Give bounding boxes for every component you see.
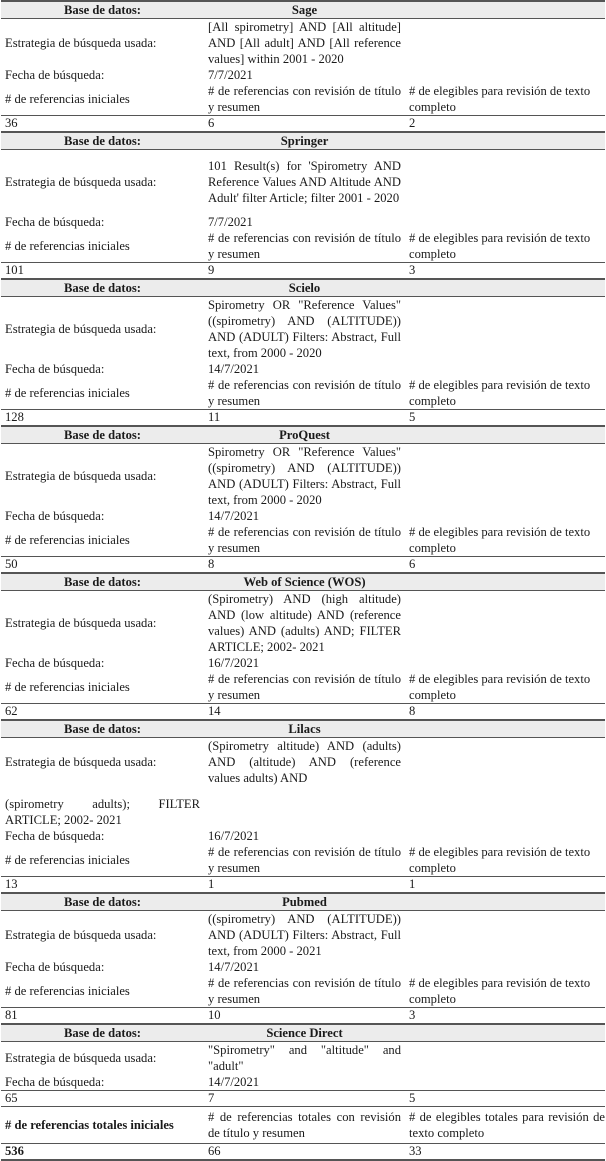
screened-refs-value: 7 [204,1091,405,1107]
date-label: Fecha de búsqueda: [5,362,105,376]
screened-refs-label: # de referencias con revisión de título y resumen [208,231,401,261]
eligible-refs-value: 3 [405,263,605,280]
database-name: Scielo [204,279,405,297]
eligible-refs-label: # de elegibles para revisión de texto completo [409,845,591,875]
screened-refs-label: # de referencias con revisión de título y resumen [208,845,401,875]
database-label: Base de datos: [1,893,204,911]
eligible-refs-label: # de elegibles para revisión de texto completo [409,672,591,702]
count-values-row [1,557,605,574]
screened-refs-value: 14 [204,704,405,721]
database-label: Base de datos: [1,720,204,738]
eligible-refs-value: 5 [405,410,605,427]
database-name: Web of Science (WOS) [204,573,405,591]
date-value: 14/7/2021 [208,960,260,974]
database-name: Sage [204,1,405,19]
date-row [1,828,605,844]
database-name: Springer [204,132,405,150]
date-label: Fecha de búsqueda: [5,960,105,974]
date-row [1,361,605,377]
eligible-refs-value: 2 [405,116,605,133]
initial-refs-label: # de referencias iniciales [5,853,130,867]
count-labels-row [1,377,605,410]
search-strategy-table [1,0,605,1161]
database-label: Base de datos: [1,1024,204,1042]
date-label: Fecha de búsqueda: [5,68,105,82]
screened-refs-label: # de referencias con revisión de título y resumen [208,378,401,408]
date-row [1,508,605,524]
total-screened-label: # de referencias totales con revisión de título y resumen [204,1107,405,1144]
eligible-refs-value: 6 [405,557,605,574]
date-value: 14/7/2021 [208,1075,260,1089]
date-label: Fecha de búsqueda: [5,829,105,843]
strategy-label: Estrategia de búsqueda usada: [5,928,157,942]
database-header-row [1,1,605,19]
database-label: Base de datos: [1,573,204,591]
database-name: ProQuest [204,426,405,444]
strategy-row [1,444,605,509]
initial-refs-label: # de referencias iniciales [5,239,130,253]
eligible-refs-label: # de elegibles para revisión de texto completo [409,525,591,555]
count-values-row [1,1008,605,1025]
strategy-row [1,1042,605,1075]
database-header-row [1,573,605,591]
screened-refs-value: 6 [204,116,405,133]
count-values-row [1,263,605,280]
strategy-label: Estrategia de búsqueda usada: [5,616,157,630]
date-row [1,959,605,975]
strategy-row [1,297,605,362]
count-labels-row [1,524,605,557]
database-header-row [1,132,605,150]
strategy-overflow-row [1,786,605,828]
screened-refs-label: # de referencias con revisión de título y resumen [208,672,401,702]
strategy-value: ((spirometry) AND (ALTITUDE)) AND (ADULT) Filters: Abstract, Full text, from 2000 - 2021 [208,912,401,958]
strategy-row [1,150,605,215]
total-initial-value: 536 [1,1144,204,1161]
initial-refs-value: 128 [1,410,204,427]
count-values-row [1,877,605,894]
date-label: Fecha de búsqueda: [5,656,105,670]
count-labels-row [1,844,605,877]
strategy-value: (Spirometry altitude) AND (adults) AND (altitude) AND (reference values adults) AND [208,739,401,785]
strategy-value: [All spirometry] AND [All altitude] AND [All adult] AND [All reference values] within 2001 - 2020 [208,20,401,66]
eligible-refs-value: 8 [405,704,605,721]
database-header-row [1,426,605,444]
initial-refs-label: # de referencias iniciales [5,386,130,400]
database-header-row [1,893,605,911]
strategy-label: Estrategia de búsqueda usada: [5,322,157,336]
count-values-row [1,1091,605,1107]
screened-refs-value: 9 [204,263,405,280]
eligible-refs-value: 5 [405,1091,605,1107]
date-value: 7/7/2021 [208,68,253,82]
strategy-label: Estrategia de búsqueda usada: [5,175,157,189]
strategy-overflow-value: (spirometry adults); FILTER ARTICLE; 2002- 2021 [5,797,200,827]
strategy-row [1,738,605,787]
eligible-refs-value: 1 [405,877,605,894]
date-value: 7/7/2021 [208,215,253,229]
date-value: 14/7/2021 [208,509,260,523]
initial-refs-value: 50 [1,557,204,574]
count-values-row [1,116,605,133]
total-eligible-value: 33 [405,1144,605,1161]
count-values-row [1,704,605,721]
screened-refs-value: 10 [204,1008,405,1025]
initial-refs-label: # de referencias iniciales [5,533,130,547]
database-label: Base de datos: [1,132,204,150]
total-initial-label: # de referencias totales iniciales [1,1107,204,1144]
eligible-refs-label: # de elegibles para revisión de texto completo [409,231,591,261]
count-values-row [1,410,605,427]
database-label: Base de datos: [1,279,204,297]
date-row [1,1074,605,1091]
screened-refs-value: 8 [204,557,405,574]
count-labels-row [1,671,605,704]
total-screened-value: 66 [204,1144,405,1161]
database-header-row [1,720,605,738]
eligible-refs-label: # de elegibles para revisión de texto completo [409,976,591,1006]
strategy-row [1,591,605,656]
date-label: Fecha de búsqueda: [5,215,105,229]
initial-refs-value: 81 [1,1008,204,1025]
database-name: Lilacs [204,720,405,738]
date-row [1,655,605,671]
date-label: Fecha de búsqueda: [5,509,105,523]
initial-refs-value: 101 [1,263,204,280]
count-labels-row [1,83,605,116]
strategy-value: Spirometry OR "Reference Values" ((spirometry) AND (ALTITUDE)) AND (ADULT) Filters: Abstract, Full text, from 2000 - 2020 [208,445,401,507]
initial-refs-label: # de referencias iniciales [5,984,130,998]
strategy-label: Estrategia de búsqueda usada: [5,36,157,50]
strategy-value: (Spirometry) AND (high altitude) AND (low altitude) AND (reference values) AND (adults) AND; FILTER ARTICLE; 2002- 2021 [208,592,401,654]
strategy-label: Estrategia de búsqueda usada: [5,469,157,483]
count-labels-row [1,230,605,263]
initial-refs-value: 62 [1,704,204,721]
eligible-refs-label: # de elegibles para revisión de texto completo [409,84,591,114]
database-label: Base de datos: [1,426,204,444]
screened-refs-value: 1 [204,877,405,894]
initial-refs-label: # de referencias iniciales [5,92,130,106]
totals-values-row [1,1144,605,1161]
strategy-value: "Spirometry" and "altitude" and "adult" [208,1043,401,1073]
eligible-refs-label: # de elegibles para revisión de texto completo [409,378,591,408]
initial-refs-label: # de referencias iniciales [5,680,130,694]
eligible-refs-value: 3 [405,1008,605,1025]
screened-refs-label: # de referencias con revisión de título y resumen [208,84,401,114]
database-name: Pubmed [204,893,405,911]
totals-labels-row [1,1107,605,1144]
date-value: 14/7/2021 [208,362,260,376]
initial-refs-value: 36 [1,116,204,133]
screened-refs-label: # de referencias con revisión de título y resumen [208,976,401,1006]
strategy-value: 101 Result(s) for 'Spirometry AND Reference Values AND Altitude AND Adult' filter Article; filter 2001 - 2020 [208,159,401,205]
total-eligible-label: # de elegibles totales para revisión de texto completo [405,1107,605,1144]
date-value: 16/7/2021 [208,829,260,843]
database-header-row [1,1024,605,1042]
strategy-value: Spirometry OR "Reference Values" ((spirometry) AND (ALTITUDE)) AND (ADULT) Filters: Abstract, Full text, from 2000 - 2020 [208,298,401,360]
strategy-label: Estrategia de búsqueda usada: [5,1051,157,1065]
screened-refs-value: 11 [204,410,405,427]
date-row [1,67,605,83]
date-label: Fecha de búsqueda: [5,1075,105,1089]
screened-refs-label: # de referencias con revisión de título y resumen [208,525,401,555]
date-value: 16/7/2021 [208,656,260,670]
database-name: Science Direct [204,1024,405,1042]
count-labels-row [1,975,605,1008]
strategy-row [1,911,605,960]
initial-refs-value: 65 [1,1091,204,1107]
strategy-row [1,19,605,68]
database-label: Base de datos: [1,1,204,19]
strategy-label: Estrategia de búsqueda usada: [5,755,157,769]
date-row [1,214,605,230]
database-header-row [1,279,605,297]
initial-refs-value: 13 [1,877,204,894]
